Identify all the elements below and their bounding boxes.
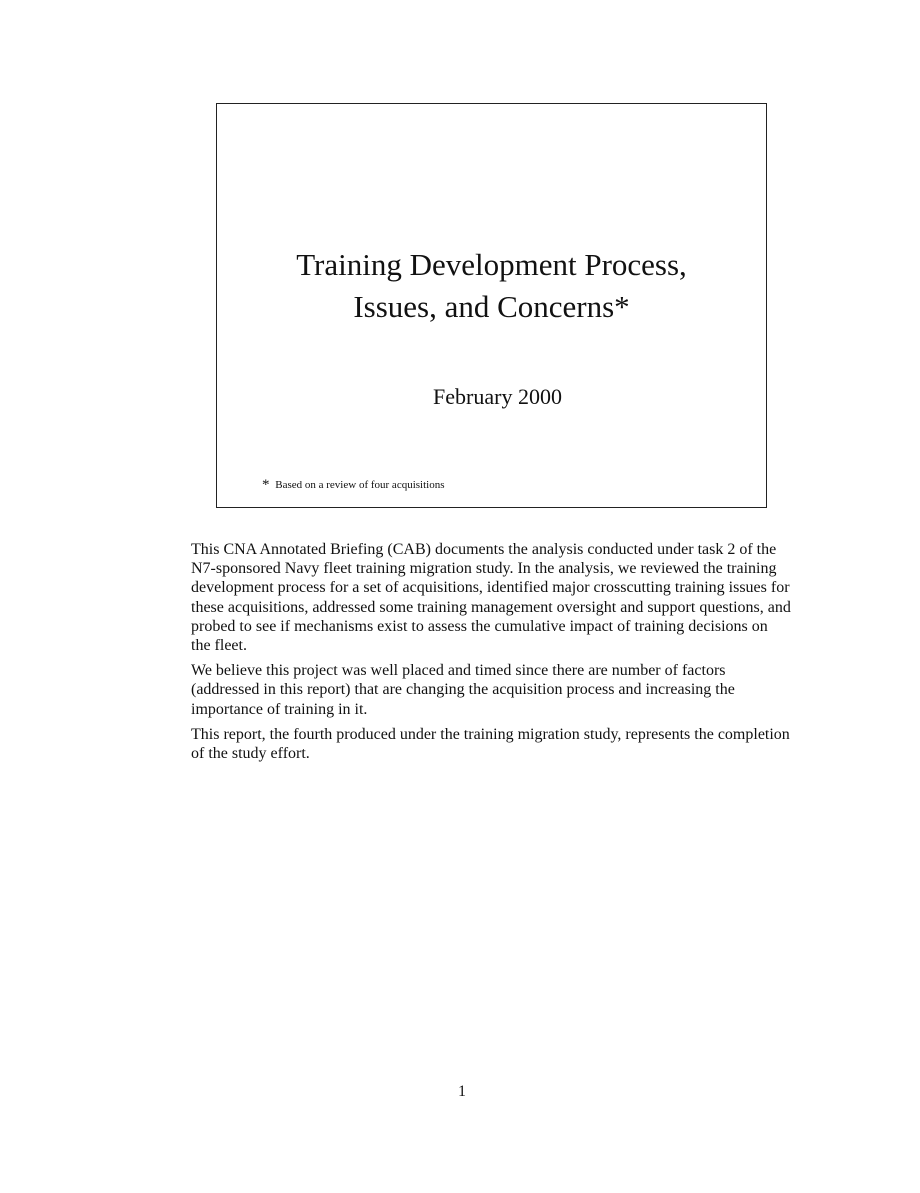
slide-title-line-1: Training Development Process, xyxy=(296,247,687,282)
annotation-text xyxy=(191,540,791,769)
footnote-marker: * xyxy=(262,477,270,493)
briefing-slide xyxy=(216,103,767,508)
slide-title-line-2: Issues, and Concerns* xyxy=(353,289,630,324)
footnote-text: Based on a review of four acquisitions xyxy=(275,479,445,491)
page-number: 1 xyxy=(458,1083,466,1100)
slide-title xyxy=(217,244,766,328)
paragraph-completion: This report, the fourth produced under the training migration study, represents the completion of the study effort. xyxy=(191,725,790,763)
slide-footnote xyxy=(262,478,444,492)
slide-date: February 2000 xyxy=(433,384,562,409)
paragraph-timing: We believe this project was well placed and timed since there are number of factors (addressed in this report) that are changing the acquisition process and increasing the importance of training in it. xyxy=(191,662,735,718)
paragraph-intro: This CNA Annotated Briefing (CAB) documents the analysis conducted under task 2 of the N7-sponsored Navy fleet training migration study. In the analysis, we reviewed the training development process for a set of acquisitions, identified major crosscutting training issues for these acquisitions, addressed some training management oversight and support questions, and probed to see if mechanisms exist to assess the cumulative impact of training decisions on the fleet. xyxy=(191,541,791,655)
